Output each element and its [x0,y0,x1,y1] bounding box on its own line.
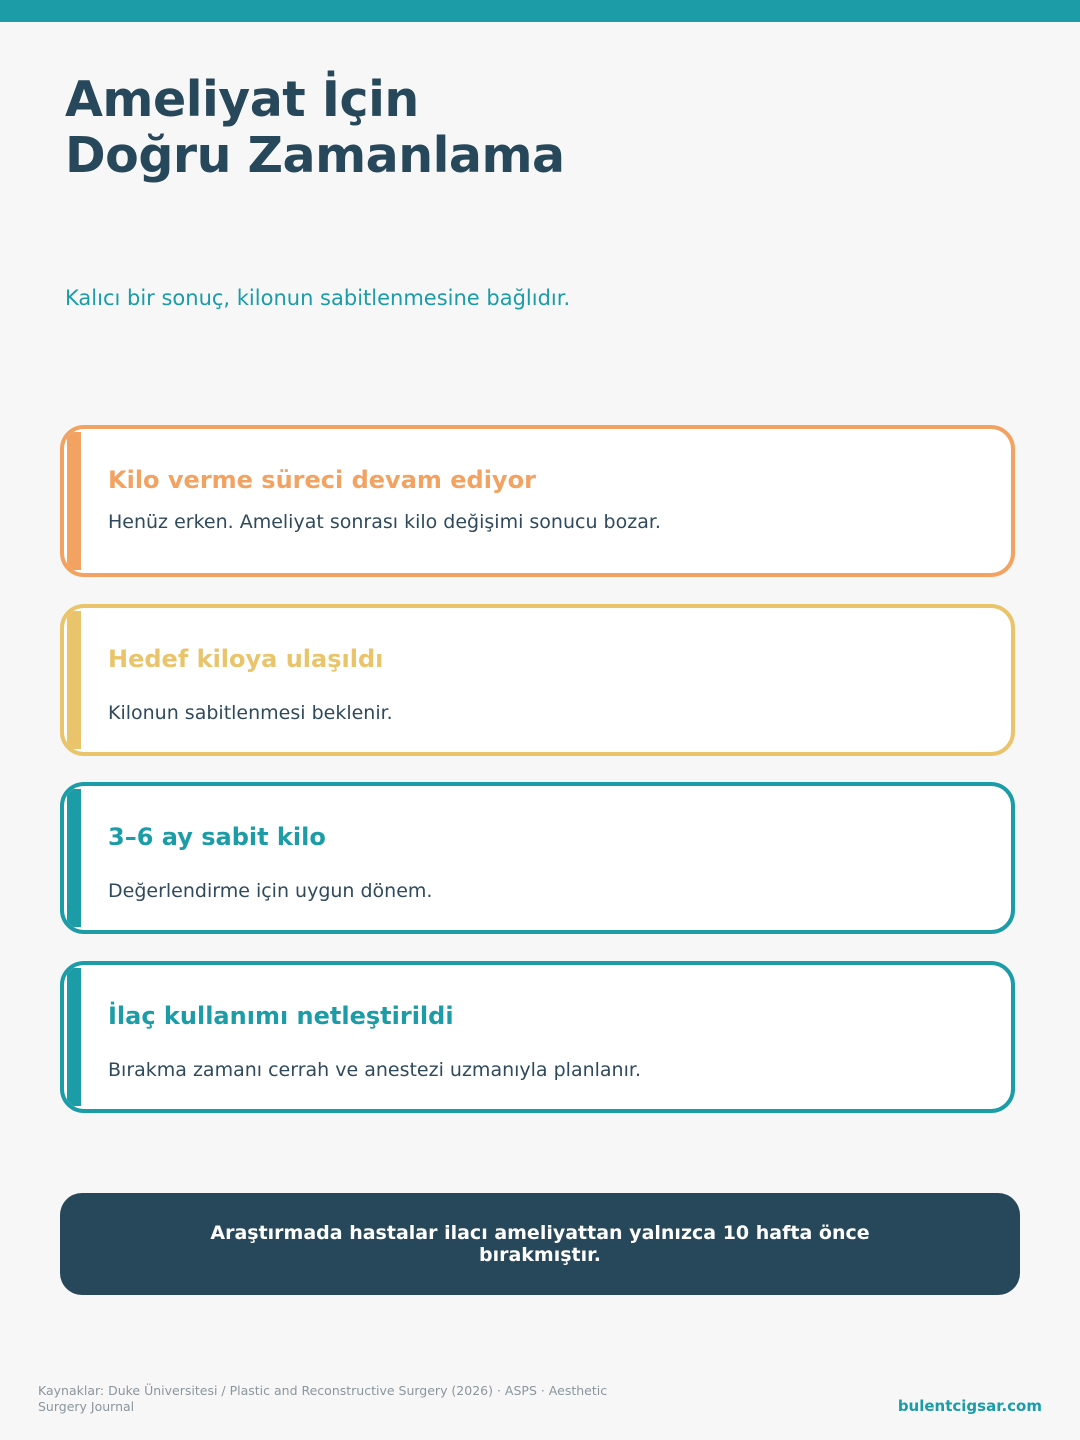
step-card-description: Bırakma zamanı cerrah ve anestezi uzmanıyla planlanır. [108,1059,641,1081]
page-title-line-2: Doğru Zamanlama [65,127,565,184]
step-card-title: Hedef kiloya ulaşıldı [108,645,384,673]
research-note-banner [60,1193,1020,1295]
step-card-title: Kilo verme süreci devam ediyor [108,466,536,494]
step-card-accent-bar [67,432,81,570]
step-card-stable-weight [60,782,1015,934]
step-card-weight-loss [60,425,1015,577]
step-card-accent-bar [67,789,81,927]
research-note-text: Araştırmada hastalar ilacı ameliyattan yalnızca 10 hafta önce bırakmıştır. [210,1222,870,1266]
footer-sources: Kaynaklar: Duke Üniversitesi / Plastic and Reconstructive Surgery (2026) · ASPS · Aesthetic Surgery Journal [38,1383,608,1414]
step-card-title: İlaç kullanımı netleştirildi [108,1002,454,1030]
footer-brand-link[interactable]: bulentcigsar.com [897,1397,1042,1415]
step-card-accent-bar [67,968,81,1106]
step-card-target-weight [60,604,1015,756]
page-title-line-1: Ameliyat İçin [65,71,419,128]
top-accent-bar [0,0,1080,22]
step-card-description: Değerlendirme için uygun dönem. [108,880,433,902]
page-title [65,72,565,184]
step-card-title: 3–6 ay sabit kilo [108,823,326,851]
page-subtitle: Kalıcı bir sonuç, kilonun sabitlenmesine bağlıdır. [65,286,571,310]
step-card-medication [60,961,1015,1113]
step-card-description: Kilonun sabitlenmesi beklenir. [108,702,393,724]
step-card-description: Henüz erken. Ameliyat sonrası kilo değişimi sonucu bozar. [108,511,661,533]
step-card-accent-bar [67,611,81,749]
